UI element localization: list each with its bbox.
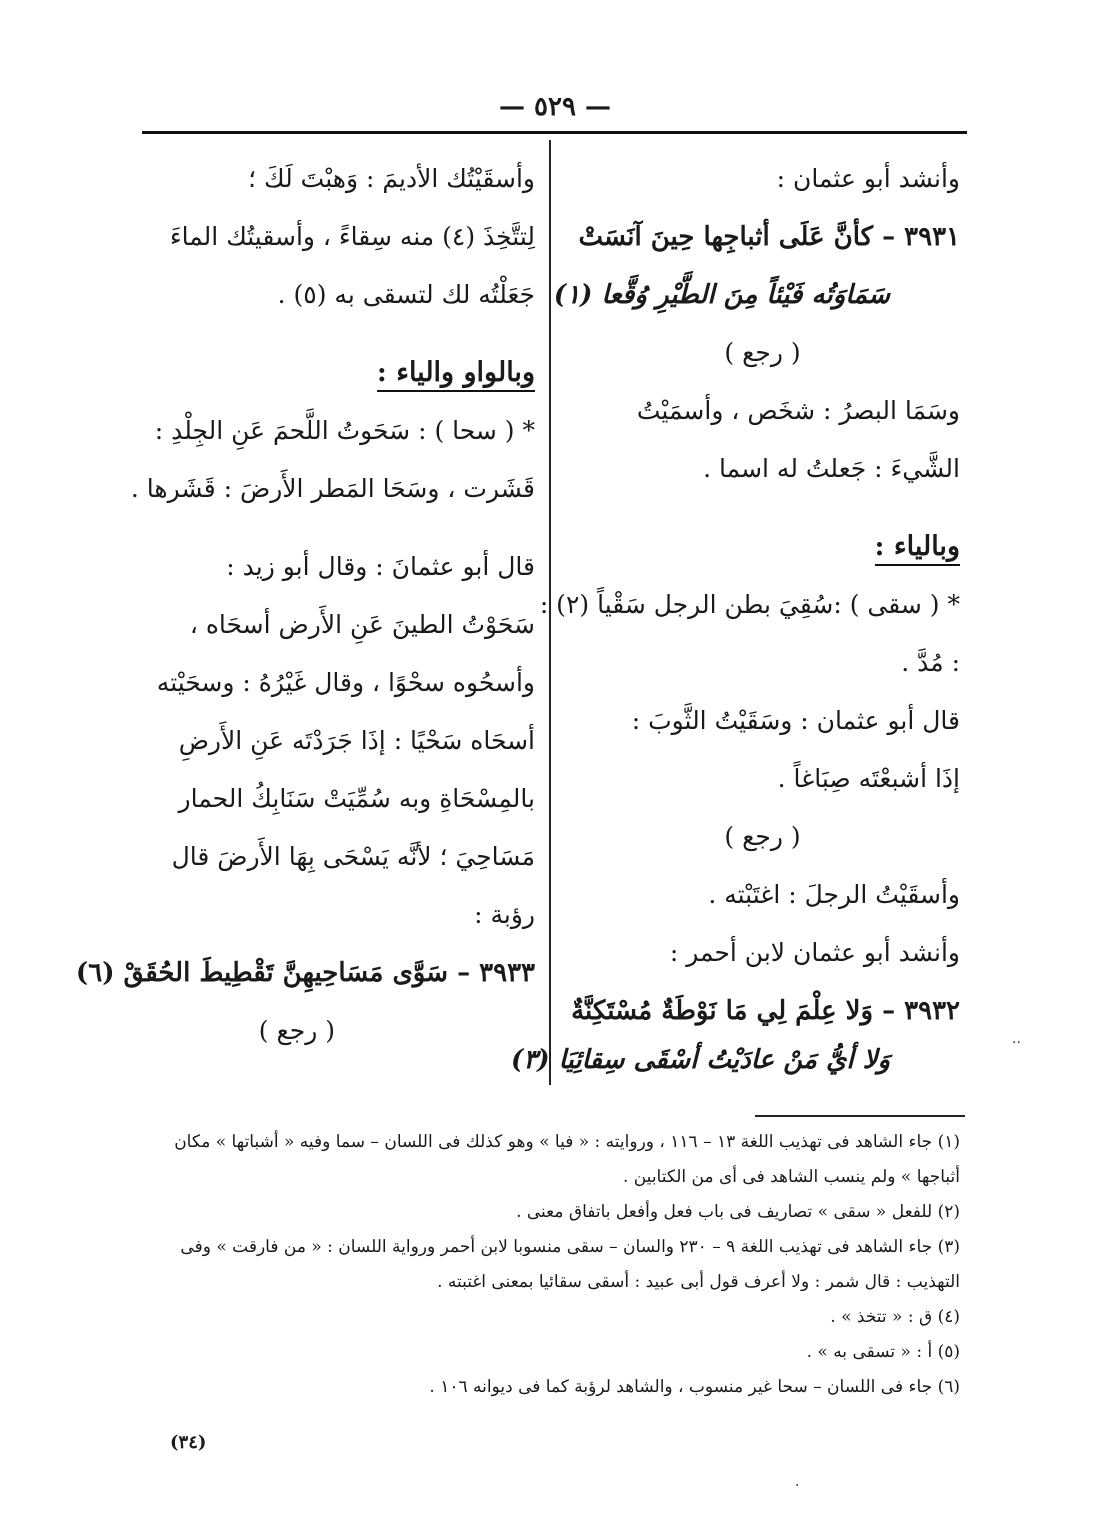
text-line: لِتتَّخِذَ (٤) منه سِقاءً ، وأسقيتُك الماءَ (169, 222, 535, 251)
text-line: قال أبو عثمان : وسَقَيْتُ الثَّوبَ : (631, 706, 960, 735)
return-marker: ( رجع ) (724, 338, 801, 367)
return-marker: ( رجع ) (724, 822, 801, 851)
text-line: : مُدَّ . (901, 648, 960, 677)
entry-line: * ( سقى ) :سُقِيَ بطن الرجل سَقْياً (٢) : (539, 590, 960, 619)
footnote: (٢) للفعل « سقى » تصاريف فى باب فعل وأفعل باتفاق معنى . (516, 1202, 960, 1222)
text-line: قَشَرت ، وسَحَا المَطر الأَرضَ : قَشَرها . (130, 474, 535, 503)
text-line: إذَا أشبعْتَه صِبَاغاً . (777, 764, 960, 793)
page-number: — ٥٢٩ — (498, 92, 612, 122)
verse-line: وَلا أيُّ مَنْ عادَيْتُ أسْقَى سِقائِيَا (٣) (510, 1045, 890, 1075)
footnotes (140, 1125, 960, 1405)
left-column (75, 150, 535, 1060)
header-rule (142, 131, 967, 134)
text-line: رؤبة : (474, 900, 535, 929)
entry-line: * ( سحا ) : سَحَوتُ اللَّحمَ عَنِ الجِلْدِ : (154, 416, 535, 445)
ink-speck: ·· (1012, 1035, 1021, 1051)
section-heading: وبالواو والياء : (145, 344, 535, 402)
footnote-rule (755, 1115, 965, 1117)
text-line: جَعَلْتُه لك لتسقى به (٥) . (277, 280, 535, 309)
footnote: (١) جاء الشاهد فى تهذيب اللغة ١٣ – ١١٦ ، وروايته : « فيا » وهو كذلك فى اللسان – سما وفيه « أشباتها » مكان (174, 1132, 960, 1152)
text-line: أسحَاه سَحْيًا : إذَا جَرَدْتَه عَنِ الأَرضِ (178, 726, 535, 755)
footnote: (٦) جاء فى اللسان – سحا غير منسوب ، والشاهد لرؤبة كما فى ديوانه ١٠٦ . (429, 1377, 960, 1397)
text-line: وأنشد أبو عثمان لابن أحمر : (669, 938, 960, 967)
ink-speck: · (795, 1478, 800, 1494)
text-line: وأنشد أبو عثمان : (776, 164, 960, 193)
text-line: بالمِسْحَاةِ وبه سُمِّيَتْ سَنَابِكُ الحمار (178, 784, 535, 813)
signature-mark: (٣٤) (170, 1432, 207, 1453)
return-marker: ( رجع ) (258, 1016, 335, 1045)
footnote: (٣) جاء الشاهد فى تهذيب اللغة ٩ – ٢٣٠ والسان – سقى منسوبا لابن أحمر ورواية اللسان : « من فارقت » وفى (180, 1237, 960, 1257)
text-line: الشَّيءَ : جَعلتُ له اسما . (703, 454, 960, 483)
verse-line: سَمَاوَتُه فَيْئاً مِنَ الطَّيْرِ وُقَّعا (١) (553, 280, 890, 310)
section-heading: وبالياء : (565, 518, 960, 576)
text-line: قال أبو عثمانَ : وقال أبو زيد : (226, 552, 535, 581)
verse-line: ٣٩٣١ – كأنَّ عَلَى أثباجِها حِينَ آنَسَتْ (578, 222, 960, 252)
verse-line: ٣٩٣٣ – سَوَّى مَسَاحِيهِنَّ تَقْطِيطَ الحُقَقْ (٦) (75, 958, 535, 988)
text-line: سَحَوْتُ الطينَ عَنِ الأَرض أسحَاه ، (189, 610, 535, 639)
text-line: وأسقَيْتُ الرجلَ : اغتَبْته . (708, 880, 960, 909)
footnote: (٤) ق : « تتخذ » . (830, 1307, 960, 1327)
footnote: أثباجها » ولم ينسب الشاهد فى أى من الكتابين . (622, 1167, 960, 1187)
text-line: وسَمَا البصرُ : شخَص ، وأسمَيْتُ (636, 396, 960, 425)
verse-line: ٣٩٣٢ – وَلا عِلْمَ لِي مَا نَوْطَةٌ مُسْتَكِنَّةٌ (571, 996, 960, 1026)
text-line: مَسَاحِيَ ؛ لأنَّه يَسْحَى بِهَا الأَرضَ قال (171, 842, 535, 871)
text-line: وأسحُوه سحْوًا ، وقال غَيْرُهُ : وسحَيْته (156, 668, 535, 697)
footnote: (٥) أ : « تسقى به » . (806, 1342, 960, 1362)
text-line: وأسقَيْتُك الأديمَ : وَهبْتَ لَكَ ؛ (248, 164, 535, 193)
footnote: التهذيب : قال شمر : ولا أعرف قول أبى عبيد : أسقى سقائيا بمعنى اغتبته . (437, 1272, 960, 1292)
right-column (510, 150, 960, 1080)
